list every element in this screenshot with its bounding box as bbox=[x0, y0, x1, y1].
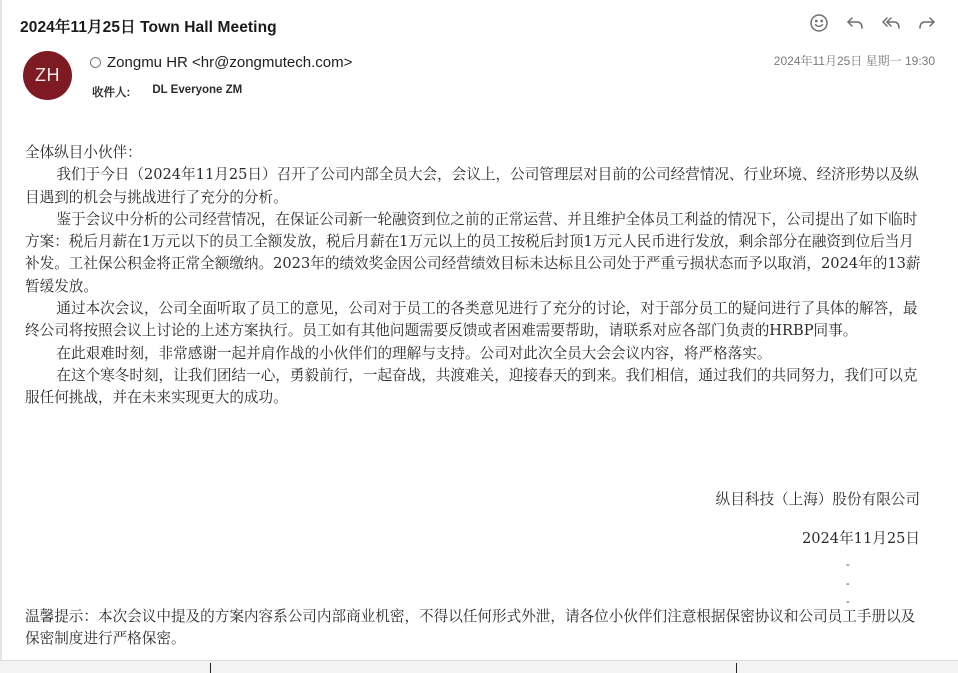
email-subject: 2024年11月25日 Town Hall Meeting bbox=[20, 19, 277, 36]
body-paragraph: 我们于今日（2024年11月25日）召开了公司内部全员大会，会议上，公司管理层对目前的公司经营情况、行业环境、经济形势以及纵目遇到的机会与挑战进行了充分的分析。 bbox=[25, 166, 919, 206]
bar-tick bbox=[736, 663, 737, 673]
body-paragraph: 鉴于会议中分析的公司经营情况，在保证公司新一轮融资到位之前的正常运营、并且维护全体员工利益的情况下，公司提出了如下临时方案：税后月薪在1万元以下的员工全额发放，税后月薪在1万元以上的员工按税后封顶1万元人民币进行发放，剩余部分在融资到位后当月补发。工社保公积金将正常全额缴纳。2023年的绩效奖金因公司经营绩效目标未达标且公司处于严重亏损状态而予以取消，2024年的13薪暂缓发放。 bbox=[25, 210, 921, 295]
react-button[interactable] bbox=[808, 12, 830, 34]
message-toolbar bbox=[808, 12, 938, 34]
reply-all-button[interactable] bbox=[880, 12, 902, 34]
recipients-label: 收件人: bbox=[92, 87, 131, 99]
recipients-line bbox=[92, 84, 242, 100]
signature-company: 纵目科技（上海）股份有限公司 bbox=[715, 491, 920, 508]
reply-icon bbox=[845, 13, 865, 33]
signature-date: 2024年11月25日 bbox=[801, 530, 920, 547]
reply-button[interactable] bbox=[844, 12, 866, 34]
confidentiality-notice: 温馨提示：本次会议中提及的方案内容系公司内部商业机密，不得以任何形式外泄，请各位小伙伴们注意根据保密协议和公司员工手册以及保密制度进行严格保密。 bbox=[25, 608, 916, 647]
body-paragraph: 在这个寒冬时刻，让我们团结一心，勇毅前行，一起奋战，共渡难关，迎接春天的到来。我们相信，通过我们的共同努力，我们可以克服任何挑战，并在未来实现更大的成功。 bbox=[25, 366, 918, 407]
forward-icon bbox=[917, 13, 937, 33]
bar-tick bbox=[210, 663, 211, 673]
separator-dash: - bbox=[846, 596, 850, 608]
sender-name-address[interactable]: Zongmu HR <hr@zongmutech.com> bbox=[107, 54, 353, 71]
separator-dash: - bbox=[846, 578, 850, 590]
avatar-initials: ZH bbox=[35, 65, 60, 85]
recipients-value[interactable]: DL Everyone ZM bbox=[152, 84, 243, 96]
reply-all-icon bbox=[881, 13, 901, 33]
sender-line[interactable] bbox=[90, 54, 352, 71]
body-paragraph: 在此艰难时刻，非常感谢一起并肩作战的小伙伴们的理解与支持。公司对此次全员大会会议内容，将严格落实。 bbox=[56, 344, 772, 362]
greeting: 全体纵目小伙伴： bbox=[25, 144, 142, 161]
body-paragraph: 通过本次会议，公司全面听取了员工的意见，公司对于员工的各类意见进行了充分的讨论，对于部分员工的疑问进行了具体的解答，最终公司将按照会议上讨论的上述方案执行。员工如有其他问题需要反馈或者困难需要帮助，请联系对应各部门负责的HRBP同事。 bbox=[25, 300, 918, 340]
smiley-icon bbox=[809, 13, 829, 33]
separator-dash: - bbox=[846, 559, 850, 571]
email-body bbox=[25, 142, 925, 410]
window-left-border bbox=[0, 0, 2, 660]
presence-circle-icon bbox=[90, 57, 101, 68]
received-date: 2024年11月25日 星期一 19:30 bbox=[773, 54, 935, 68]
sender-avatar bbox=[23, 51, 72, 100]
bottom-status-bar bbox=[0, 660, 958, 673]
forward-button[interactable] bbox=[916, 12, 938, 34]
